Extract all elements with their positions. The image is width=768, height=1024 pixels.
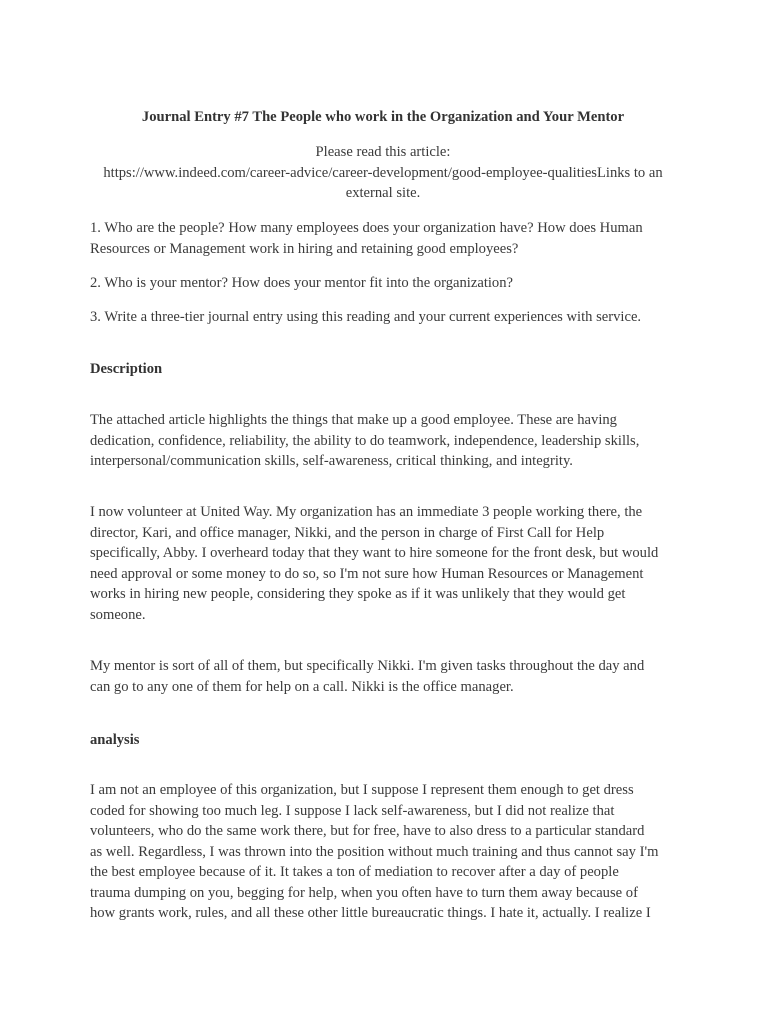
article-link-note: external site.	[345, 185, 421, 201]
paragraph-line: as well. Regardless, I was thrown into the position without much training and thus cannot say I'm	[90, 843, 659, 860]
paragraph-line: volunteers, who do the same work there, but for free, have to also dress to a particular standard	[90, 823, 645, 839]
question-2-line-1: 2. Who is your mentor? How does your mentor fit into the organization?	[90, 275, 513, 291]
paragraph-line: the best employee because of it. It takes a ton of mediation to recover after a day of people	[90, 864, 619, 880]
question-1	[90, 218, 680, 259]
question-2	[90, 273, 680, 294]
paragraph-line: I now volunteer at United Way. My organization has an immediate 3 people working there, the	[90, 504, 643, 520]
article-link[interactable]: https://www.indeed.com/career-advice/career-development/good-employee-qualitiesLinks to an	[103, 164, 663, 181]
description-paragraph-2	[90, 502, 680, 625]
paragraph-line: coded for showing too much leg. I suppose I lack self-awareness, but I did not realize that	[90, 802, 615, 819]
question-1-line-2: Resources or Management work in hiring and retaining good employees?	[90, 240, 519, 257]
paragraph-line: can go to any one of them for help on a call. Nikki is the office manager.	[90, 678, 514, 695]
paragraph-line: dedication, confidence, reliability, the ability to do teamwork, independence, leadership skills,	[90, 432, 640, 449]
description-paragraph-1	[90, 410, 680, 472]
paragraph-line: director, Kari, and office manager, Nikki, and the person in charge of First Call for Help	[90, 524, 605, 541]
description-paragraph-3	[90, 656, 680, 697]
analysis-paragraph	[90, 780, 680, 924]
question-3	[90, 307, 680, 328]
analysis-heading: analysis	[90, 732, 140, 748]
article-reference	[90, 142, 676, 204]
paragraph-line: how grants work, rules, and all these other little bureaucratic things. I hate it, actually. I realize I	[90, 905, 651, 921]
paragraph-line: The attached article highlights the things that make up a good employee. These are having	[90, 412, 617, 428]
question-3-line-1: 3. Write a three-tier journal entry using this reading and your current experiences with service.	[90, 309, 642, 325]
article-intro: Please read this article:	[315, 144, 451, 160]
description-heading: Description	[90, 361, 163, 377]
paragraph-line: My mentor is sort of all of them, but specifically Nikki. I'm given tasks throughout the day and	[90, 658, 645, 674]
paragraph-line: I am not an employee of this organization, but I suppose I represent them enough to get dress	[90, 782, 634, 798]
paragraph-line: interpersonal/communication skills, self-awareness, critical thinking, and integrity.	[90, 453, 573, 469]
paragraph-line: works in hiring new people, considering they spoke as if it was unlikely that they would get	[90, 586, 626, 602]
paragraph-line: need approval or some money to do so, so I'm not sure how Human Resources or Management	[90, 565, 644, 582]
paragraph-line: trauma dumping on you, begging for help, when you often have to turn them away because of	[90, 884, 638, 901]
question-1-line-1: 1. Who are the people? How many employees does your organization have? How does Human	[90, 220, 643, 236]
paragraph-line: specifically, Abby. I overheard today that they want to hire someone for the front desk, but would	[90, 545, 659, 561]
paragraph-line: someone.	[90, 606, 146, 623]
page-title: Journal Entry #7 The People who work in the Organization and Your Mentor	[141, 109, 625, 125]
